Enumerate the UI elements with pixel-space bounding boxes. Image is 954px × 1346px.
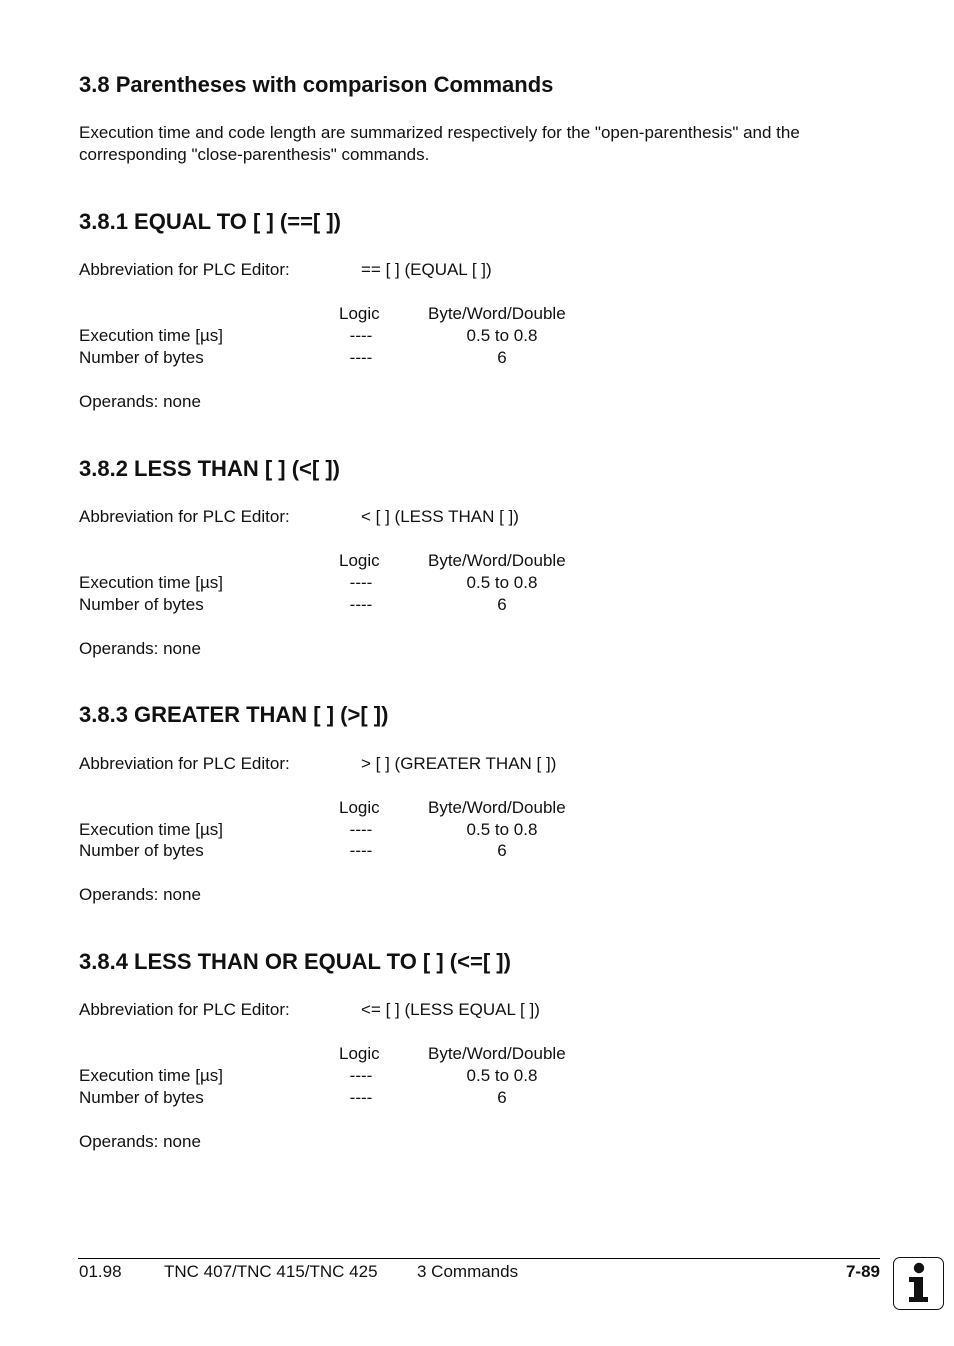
exec-logic: ---- [349, 573, 373, 592]
abbr-value: == [ ] (EQUAL [ ]) [361, 260, 492, 279]
footer-date: 01.98 [79, 1262, 122, 1281]
operands: Operands: none [79, 885, 201, 904]
footer-chapter: 3 Commands [417, 1262, 519, 1281]
exec-bwd: 0.5 to 0.8 [466, 820, 538, 839]
row-label-bytes: Number of bytes [79, 595, 204, 614]
abbr-value: < [ ] (LESS THAN [ ]) [361, 507, 519, 526]
operands: Operands: none [79, 1132, 201, 1151]
row-label-bytes: Number of bytes [79, 1088, 204, 1107]
bytes-bwd: 6 [497, 595, 507, 614]
section-title: 3.8.3 GREATER THAN [ ] (>[ ]) [79, 702, 389, 727]
row-label-bytes: Number of bytes [79, 348, 204, 367]
footer-divider [78, 1258, 880, 1259]
abbr-label: Abbreviation for PLC Editor: [79, 1000, 290, 1019]
row-label-exec: Execution time [µs] [79, 573, 223, 592]
row-label-exec: Execution time [µs] [79, 820, 223, 839]
bytes-logic: ---- [349, 348, 373, 367]
abbr-label: Abbreviation for PLC Editor: [79, 260, 290, 279]
section-title: 3.8.4 LESS THAN OR EQUAL TO [ ] (<=[ ]) [79, 949, 511, 974]
col-header-logic: Logic [339, 798, 380, 817]
row-label-bytes: Number of bytes [79, 841, 204, 860]
exec-logic: ---- [349, 326, 373, 345]
exec-logic: ---- [349, 820, 373, 839]
intro-line-2: corresponding "close-parenthesis" commands. [79, 145, 430, 164]
footer-page-number: 7-89 [845, 1262, 880, 1281]
bytes-logic: ---- [349, 595, 373, 614]
abbr-label: Abbreviation for PLC Editor: [79, 754, 290, 773]
abbr-label: Abbreviation for PLC Editor: [79, 507, 290, 526]
col-header-bwd: Byte/Word/Double [428, 304, 566, 323]
abbr-value: <= [ ] (LESS EQUAL [ ]) [361, 1000, 540, 1019]
bytes-logic: ---- [349, 841, 373, 860]
row-label-exec: Execution time [µs] [79, 326, 223, 345]
abbr-value: > [ ] (GREATER THAN [ ]) [361, 754, 557, 773]
col-header-logic: Logic [339, 1044, 380, 1063]
bytes-logic: ---- [349, 1088, 373, 1107]
operands: Operands: none [79, 639, 201, 658]
col-header-bwd: Byte/Word/Double [428, 1044, 566, 1063]
bytes-bwd: 6 [497, 1088, 507, 1107]
exec-bwd: 0.5 to 0.8 [466, 1066, 538, 1085]
col-header-logic: Logic [339, 551, 380, 570]
intro-line-1: Execution time and code length are summarized respectively for the "open-parenthesis" and the [79, 123, 800, 142]
footer-model: TNC 407/TNC 415/TNC 425 [164, 1262, 378, 1281]
page-title: 3.8 Parentheses with comparison Commands [79, 72, 554, 97]
info-icon [893, 1257, 944, 1310]
section-title: 3.8.1 EQUAL TO [ ] (==[ ]) [79, 209, 342, 234]
col-header-logic: Logic [339, 304, 380, 323]
col-header-bwd: Byte/Word/Double [428, 551, 566, 570]
row-label-exec: Execution time [µs] [79, 1066, 223, 1085]
operands: Operands: none [79, 392, 201, 411]
exec-bwd: 0.5 to 0.8 [466, 573, 538, 592]
bytes-bwd: 6 [497, 348, 507, 367]
exec-bwd: 0.5 to 0.8 [466, 326, 538, 345]
section-title: 3.8.2 LESS THAN [ ] (<[ ]) [79, 456, 340, 481]
exec-logic: ---- [349, 1066, 373, 1085]
bytes-bwd: 6 [497, 841, 507, 860]
col-header-bwd: Byte/Word/Double [428, 798, 566, 817]
